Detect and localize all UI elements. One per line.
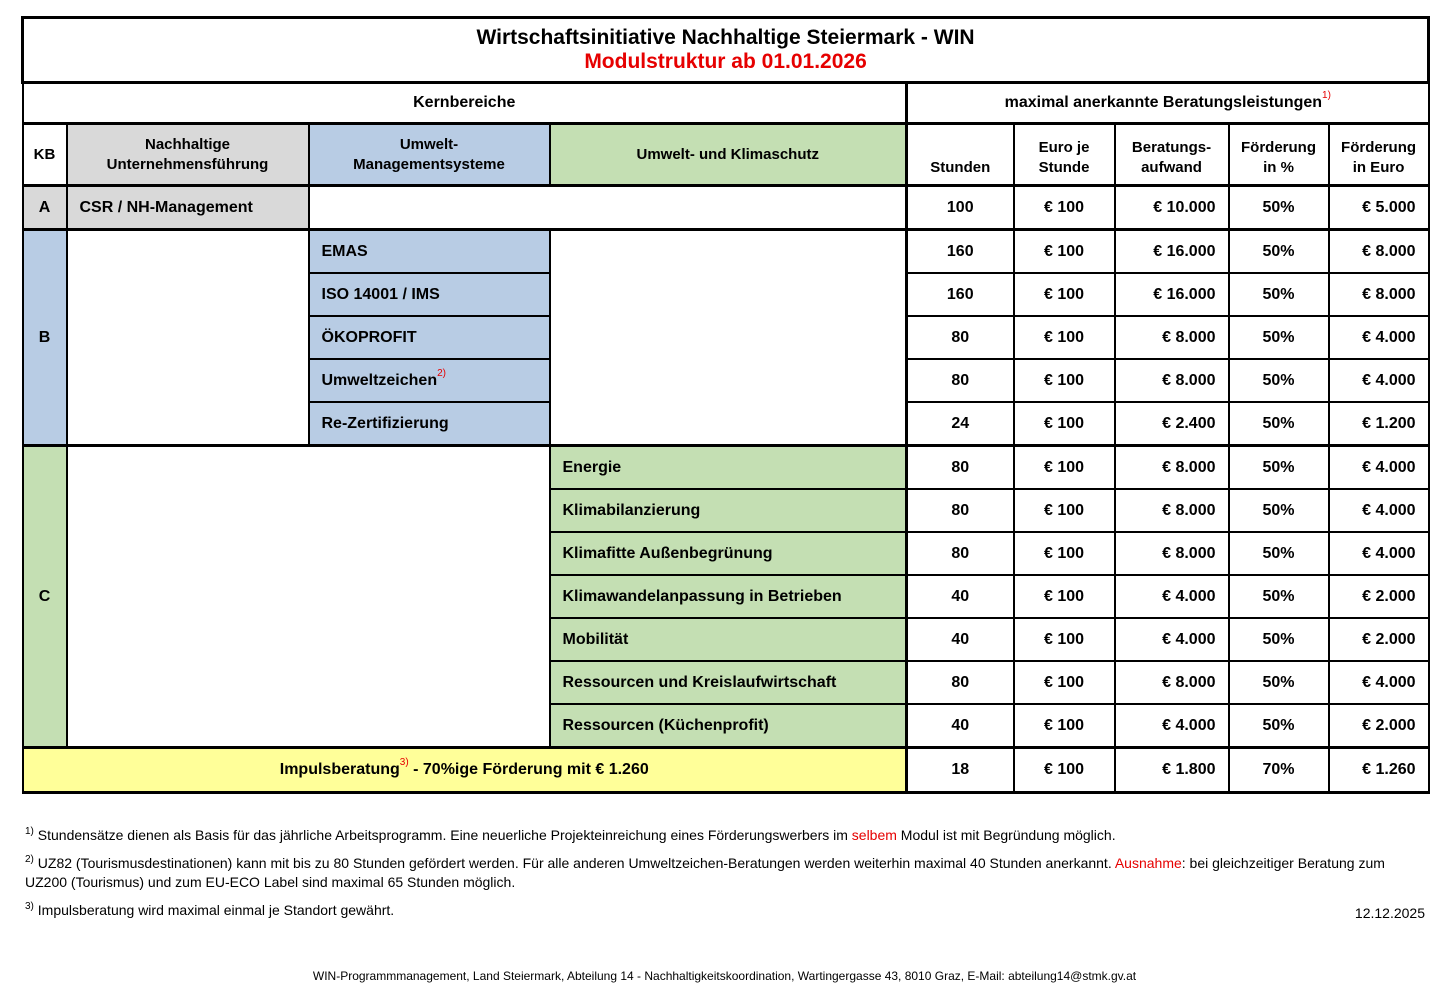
cell-beratungsaufwand: € 8.000 (1115, 359, 1229, 402)
cell-foerderung-euro: € 4.000 (1329, 316, 1429, 359)
cell-beratungsaufwand: € 2.400 (1115, 402, 1229, 446)
module-table-wrapper (21, 16, 1430, 794)
cell-euro-je-stunde: € 100 (1014, 618, 1115, 661)
cell-stunden: 80 (907, 661, 1014, 704)
module-label: EMAS (309, 230, 550, 274)
cell-stunden: 160 (907, 230, 1014, 274)
cell-foerderung-pct: 50% (1229, 230, 1329, 274)
cell-beratungsaufwand: € 8.000 (1115, 489, 1229, 532)
header-foerderung-pct: Förderung in % (1229, 124, 1329, 186)
footnote-ref-1: 1) (1322, 90, 1331, 101)
cell-euro-je-stunde: € 100 (1014, 186, 1115, 230)
footnote-2-text-b: : bei gleichzeitiger Beratung zum UZ200 (Tourismus) und zum EU-ECO Label sind maximal 65 Stunden möglich. (25, 855, 1385, 890)
title-block (23, 18, 1429, 83)
document-date: 12.12.2025 (1354, 905, 1425, 921)
cell-beratungsaufwand: € 8.000 (1115, 446, 1229, 490)
cell-foerderung-euro: € 4.000 (1329, 532, 1429, 575)
cell-euro-je-stunde: € 100 (1014, 532, 1115, 575)
cell-euro-je-stunde: € 100 (1014, 316, 1115, 359)
module-label: Energie (550, 446, 907, 490)
cell-beratungsaufwand: € 1.800 (1115, 748, 1229, 793)
section-kernbereiche: Kernbereiche (23, 83, 907, 124)
cell-beratungsaufwand: € 16.000 (1115, 230, 1229, 274)
cell-stunden: 100 (907, 186, 1014, 230)
module-label: Ressourcen (Küchenprofit) (550, 704, 907, 748)
cell-foerderung-euro: € 2.000 (1329, 618, 1429, 661)
header-beratungsaufwand: Beratungs-aufwand (1115, 124, 1229, 186)
cell-beratungsaufwand: € 8.000 (1115, 532, 1229, 575)
header-stunden: Stunden (907, 124, 1014, 186)
cell-foerderung-euro: € 8.000 (1329, 230, 1429, 274)
cell-foerderung-pct: 50% (1229, 704, 1329, 748)
kb-a: A (23, 186, 67, 230)
footnote-ref-3: 3) (399, 757, 409, 768)
header-umwelt-mgmt: Umwelt-Managementsysteme (309, 124, 550, 186)
cell-euro-je-stunde: € 100 (1014, 575, 1115, 618)
footnotes (25, 826, 1425, 929)
cell-stunden: 40 (907, 575, 1014, 618)
footnote-2-highlight: Ausnahme (1114, 855, 1182, 871)
impuls-label (23, 748, 907, 793)
footnote-2-ref: 2) (25, 854, 34, 865)
cell-foerderung-euro: € 2.000 (1329, 704, 1429, 748)
cell-euro-je-stunde: € 100 (1014, 446, 1115, 490)
cell-euro-je-stunde: € 100 (1014, 704, 1115, 748)
header-kb: KB (23, 124, 67, 186)
module-label: Ressourcen und Kreislaufwirtschaft (550, 661, 907, 704)
cell-stunden: 160 (907, 273, 1014, 316)
cell-stunden: 80 (907, 446, 1014, 490)
cell-euro-je-stunde: € 100 (1014, 748, 1115, 793)
module-label: Klimawandelanpassung in Betrieben (550, 575, 907, 618)
cell-beratungsaufwand: € 4.000 (1115, 575, 1229, 618)
cell-foerderung-pct: 50% (1229, 186, 1329, 230)
cell-stunden: 40 (907, 618, 1014, 661)
footnote-2 (25, 854, 1425, 892)
cell-foerderung-pct: 50% (1229, 661, 1329, 704)
module-label: Re-Zertifizierung (309, 402, 550, 446)
impuls-label-b: - 70%ige Förderung mit € 1.260 (408, 761, 649, 778)
cell-beratungsaufwand: € 4.000 (1115, 704, 1229, 748)
header-foerderung-euro: Förderung in Euro (1329, 124, 1429, 186)
cell-stunden: 18 (907, 748, 1014, 793)
footnote-1-text-a: Stundensätze dienen als Basis für das jährliche Arbeitsprogramm. Eine neuerliche Projekteinreichung eines Förderungswerbers im (33, 827, 852, 843)
cell-euro-je-stunde: € 100 (1014, 359, 1115, 402)
footnote-1 (25, 826, 1425, 845)
cell-euro-je-stunde: € 100 (1014, 273, 1115, 316)
cell-stunden: 80 (907, 359, 1014, 402)
module-label-text: Umweltzeichen (321, 371, 438, 389)
section-beratungsleistungen (907, 83, 1429, 124)
cell-foerderung-pct: 50% (1229, 359, 1329, 402)
header-nachhaltige: Nachhaltige Unternehmensführung (67, 124, 309, 186)
cell-beratungsaufwand: € 8.000 (1115, 661, 1229, 704)
kb-b: B (23, 230, 67, 446)
cell-foerderung-pct: 50% (1229, 402, 1329, 446)
cell-euro-je-stunde: € 100 (1014, 661, 1115, 704)
kb-c: C (23, 446, 67, 748)
cell-stunden: 80 (907, 316, 1014, 359)
cell-foerderung-euro: € 4.000 (1329, 489, 1429, 532)
cell-foerderung-pct: 70% (1229, 748, 1329, 793)
cell-euro-je-stunde: € 100 (1014, 230, 1115, 274)
empty-cell (550, 230, 907, 446)
impuls-label-a: Impulsberatung (279, 761, 400, 778)
page-footer: WIN-Programmmanagement, Land Steiermark, Abteilung 14 - Nachhaltigkeitskoordination, Wartingergasse 43, 8010 Graz, E-Mail: abteilung14@stmk.gv.at (312, 969, 1137, 983)
cell-foerderung-euro: € 4.000 (1329, 446, 1429, 490)
impuls-row (23, 748, 1429, 793)
cell-foerderung-euro: € 4.000 (1329, 359, 1429, 402)
footnote-1-text-b: Modul ist mit Begründung möglich. (896, 827, 1116, 843)
cell-foerderung-euro: € 5.000 (1329, 186, 1429, 230)
cell-euro-je-stunde: € 100 (1014, 489, 1115, 532)
table-row (23, 446, 1429, 490)
empty-cell (309, 186, 907, 230)
empty-cell (67, 230, 309, 446)
footnote-3-text: Impulsberatung wird maximal einmal je Standort gewährt. (33, 902, 395, 918)
header-klimaschutz: Umwelt- und Klimaschutz (550, 124, 907, 186)
cell-foerderung-pct: 50% (1229, 575, 1329, 618)
footnote-1-highlight: selbem (851, 827, 897, 843)
module-label: Klimafitte Außenbegrünung (550, 532, 907, 575)
cell-foerderung-euro: € 2.000 (1329, 575, 1429, 618)
page-title: Wirtschaftsinitiative Nachhaltige Steiermark - WIN (476, 26, 975, 49)
module-label: CSR / NH-Management (67, 186, 309, 230)
footnote-2-text-a: UZ82 (Tourismusdestinationen) kann mit bis zu 80 Stunden gefördert werden. Für alle anderen Umweltzeichen-Beratungen werden weiterhin maximal 40 Stunden anerkannt. (33, 855, 1115, 871)
cell-beratungsaufwand: € 16.000 (1115, 273, 1229, 316)
cell-foerderung-pct: 50% (1229, 532, 1329, 575)
module-label: Mobilität (550, 618, 907, 661)
cell-beratungsaufwand: € 4.000 (1115, 618, 1229, 661)
footnote-1-ref: 1) (25, 826, 34, 837)
cell-euro-je-stunde: € 100 (1014, 402, 1115, 446)
module-label: ÖKOPROFIT (309, 316, 550, 359)
cell-foerderung-euro: € 4.000 (1329, 661, 1429, 704)
module-table (21, 16, 1430, 794)
cell-foerderung-pct: 50% (1229, 273, 1329, 316)
cell-foerderung-pct: 50% (1229, 316, 1329, 359)
header-euro-je-stunde: Euro je Stunde (1014, 124, 1115, 186)
cell-stunden: 24 (907, 402, 1014, 446)
footnote-ref-2: 2) (437, 367, 446, 379)
footnote-3-ref: 3) (25, 901, 34, 912)
cell-stunden: 40 (907, 704, 1014, 748)
page-subtitle: Modulstruktur ab 01.01.2026 (584, 50, 867, 73)
empty-cell (67, 446, 550, 748)
table-row (23, 230, 1429, 274)
cell-foerderung-euro: € 8.000 (1329, 273, 1429, 316)
cell-foerderung-pct: 50% (1229, 618, 1329, 661)
module-label: Klimabilanzierung (550, 489, 907, 532)
cell-foerderung-euro: € 1.200 (1329, 402, 1429, 446)
module-label (309, 359, 550, 402)
cell-stunden: 80 (907, 532, 1014, 575)
cell-foerderung-pct: 50% (1229, 446, 1329, 490)
section-beratungsleistungen-label: maximal anerkannte Beratungsleistungen (1004, 94, 1323, 111)
footnote-3 (25, 901, 1425, 920)
cell-beratungsaufwand: € 8.000 (1115, 316, 1229, 359)
cell-foerderung-euro: € 1.260 (1329, 748, 1429, 793)
table-row (23, 186, 1429, 230)
cell-beratungsaufwand: € 10.000 (1115, 186, 1229, 230)
cell-foerderung-pct: 50% (1229, 489, 1329, 532)
module-label: ISO 14001 / IMS (309, 273, 550, 316)
cell-stunden: 80 (907, 489, 1014, 532)
